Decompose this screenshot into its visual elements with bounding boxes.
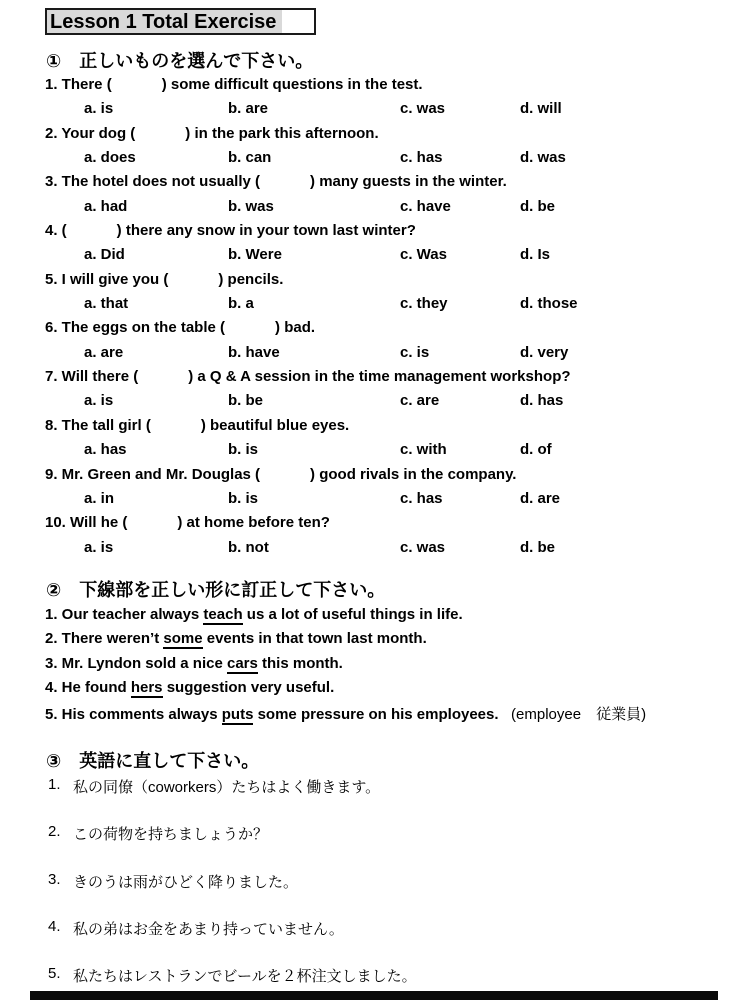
choice-row bbox=[0, 98, 750, 122]
choice-a: a. are bbox=[84, 343, 124, 361]
choice-b: b. was bbox=[228, 197, 274, 215]
item-text: 私の同僚（coworkers）たちはよく働きます。 bbox=[73, 779, 381, 796]
section1-heading: ① 正しいものを選んで下さい。 bbox=[46, 51, 314, 71]
choice-c: c. with bbox=[400, 441, 447, 459]
choice-c: c. have bbox=[400, 197, 451, 215]
choice-c: c. is bbox=[400, 343, 430, 361]
choice-b: b. are bbox=[228, 100, 269, 118]
question-text: 2. Your dog ( ) in the park this afternoon. bbox=[45, 124, 379, 142]
correction-item: 1. Our teacher always teach us a lot of useful things in life. bbox=[45, 606, 463, 623]
choice-row bbox=[0, 147, 750, 171]
question-text: 8. The tall girl ( ) beautiful blue eyes. bbox=[45, 416, 350, 434]
choice-a: a. in bbox=[84, 489, 115, 507]
choice-a: a. does bbox=[84, 149, 136, 167]
question-text: 3. The hotel does not usually ( ) many guests in the winter. bbox=[45, 173, 507, 191]
section3-heading: ③ 英語に直して下さい。 bbox=[46, 751, 260, 771]
choice-b: b. Were bbox=[228, 246, 282, 264]
choice-row bbox=[0, 342, 750, 366]
correction-item: 3. Mr. Lyndon sold a nice cars this month. bbox=[45, 654, 343, 672]
choice-c: c. has bbox=[400, 489, 443, 507]
translation-item bbox=[0, 916, 750, 963]
choice-a: a. is bbox=[84, 392, 114, 410]
choice-b: b. have bbox=[228, 343, 280, 361]
title-box bbox=[45, 8, 316, 35]
choice-row bbox=[0, 390, 750, 414]
choice-c: c. was bbox=[400, 100, 446, 118]
choice-a: a. had bbox=[84, 197, 128, 215]
item-number: 1. bbox=[48, 776, 61, 793]
question-row bbox=[0, 512, 750, 536]
item-text: この荷物を持ちましょうか？ bbox=[73, 826, 269, 844]
question-row bbox=[0, 123, 750, 147]
choice-c: c. has bbox=[400, 149, 443, 167]
item-number: 5. bbox=[48, 965, 61, 983]
choice-row bbox=[0, 196, 750, 220]
question-row bbox=[0, 415, 750, 439]
question-text: 4. ( ) there any snow in your town last winter? bbox=[45, 222, 416, 240]
section1-questions bbox=[0, 74, 750, 561]
choice-d: d. those bbox=[520, 295, 578, 313]
item-number: 2. bbox=[48, 823, 61, 841]
question-row bbox=[0, 220, 750, 244]
choice-c: c. are bbox=[400, 392, 440, 410]
choice-a: a. Did bbox=[84, 246, 125, 264]
choice-d: d. of bbox=[520, 441, 552, 459]
choice-a: a. is bbox=[84, 538, 114, 556]
choice-row bbox=[0, 244, 750, 268]
choice-b: b. is bbox=[228, 489, 259, 507]
choice-d: d. has bbox=[520, 392, 564, 410]
question-row bbox=[0, 317, 750, 341]
question-row bbox=[0, 171, 750, 195]
question-row bbox=[0, 269, 750, 293]
question-row bbox=[0, 74, 750, 98]
choice-c: c. they bbox=[400, 295, 448, 313]
item-text: 私たちはレストランでビールを２杯注文しました。 bbox=[73, 968, 417, 986]
item-number: 3. bbox=[48, 870, 61, 888]
section2-heading: ② 下線部を正しい形に訂正して下さい。 bbox=[46, 580, 386, 600]
choice-a: a. is bbox=[84, 100, 114, 118]
choice-b: b. not bbox=[228, 538, 269, 556]
choice-d: d. are bbox=[520, 489, 561, 507]
choice-d: d. Is bbox=[520, 246, 551, 264]
question-text: 7. Will there ( ) a Q & A session in the time management workshop? bbox=[45, 368, 571, 386]
choice-a: a. has bbox=[84, 441, 127, 459]
translation-item bbox=[0, 774, 750, 821]
page-break-bar bbox=[30, 991, 718, 1000]
correction-item: 5. His comments always puts some pressure on his employees. (employee 従業員) bbox=[45, 706, 647, 724]
item-text: 私の弟はお金をあまり持っていません。 bbox=[73, 920, 344, 938]
section2-items bbox=[0, 604, 750, 726]
question-text: 6. The eggs on the table ( ) bad. bbox=[45, 319, 316, 337]
question-text: 1. There ( ) some difficult questions in the test. bbox=[45, 76, 423, 93]
choice-row bbox=[0, 293, 750, 317]
choice-b: b. be bbox=[228, 392, 264, 410]
choice-b: b. can bbox=[228, 149, 272, 167]
question-text: 9. Mr. Green and Mr. Douglas ( ) good rivals in the company. bbox=[45, 465, 517, 483]
item-text: きのうは雨がひどく降りました。 bbox=[73, 873, 299, 891]
question-text: 10. Will he ( ) at home before ten? bbox=[45, 514, 330, 532]
choice-c: c. was bbox=[400, 538, 446, 556]
section3-items bbox=[0, 774, 750, 1000]
page-title: Lesson 1 Total Exercise bbox=[47, 10, 282, 33]
choice-b: b. is bbox=[228, 441, 259, 459]
choice-d: d. very bbox=[520, 343, 569, 361]
translation-item bbox=[0, 821, 750, 868]
choice-d: d. was bbox=[520, 149, 566, 167]
choice-c: c. Was bbox=[400, 246, 447, 264]
question-row bbox=[0, 366, 750, 390]
item-number: 4. bbox=[48, 917, 61, 935]
translation-item bbox=[0, 869, 750, 916]
choice-d: d. be bbox=[520, 197, 556, 215]
question-text: 5. I will give you ( ) pencils. bbox=[45, 270, 284, 288]
choice-a: a. that bbox=[84, 295, 129, 313]
choice-row bbox=[0, 537, 750, 561]
question-row bbox=[0, 464, 750, 488]
choice-row bbox=[0, 488, 750, 512]
correction-item: 2. There weren’t some events in that town last month. bbox=[45, 630, 427, 648]
choice-b: b. a bbox=[228, 295, 254, 313]
choice-row bbox=[0, 439, 750, 463]
choice-d: d. be bbox=[520, 538, 556, 556]
choice-d: d. will bbox=[520, 100, 562, 118]
correction-item: 4. He found hers suggestion very useful. bbox=[45, 679, 335, 697]
